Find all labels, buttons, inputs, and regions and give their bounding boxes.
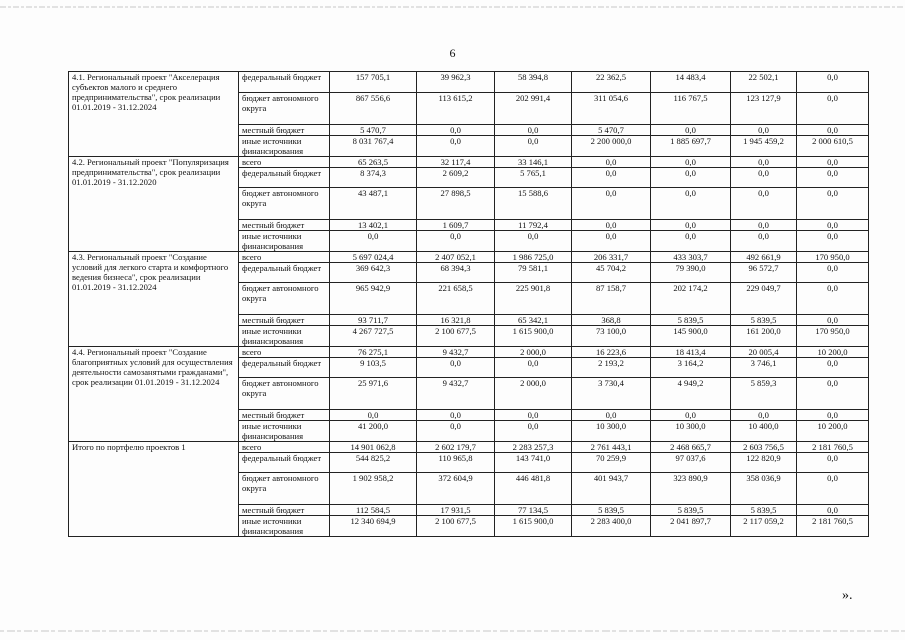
- amount-cell: 170 950,0: [797, 252, 869, 263]
- page-number: 6: [449, 46, 456, 60]
- amount-cell: 2 603 756,5: [731, 442, 797, 453]
- funding-source-cell: бюджет автономного округа: [239, 188, 330, 220]
- amount-cell: 39 962,3: [417, 72, 495, 93]
- funding-source-cell: местный бюджет: [239, 315, 330, 326]
- amount-cell: 0,0: [651, 220, 731, 231]
- amount-cell: 2 407 052,1: [417, 252, 495, 263]
- amount-cell: 0,0: [417, 421, 495, 442]
- amount-cell: 0,0: [651, 231, 731, 252]
- amount-cell: 965 942,9: [330, 283, 417, 315]
- funding-source-cell: иные источники финансирования: [239, 231, 330, 252]
- amount-cell: 202 991,4: [495, 93, 572, 125]
- amount-cell: 0,0: [797, 220, 869, 231]
- amount-cell: 79 390,0: [651, 263, 731, 283]
- funding-source-cell: всего: [239, 252, 330, 263]
- amount-cell: 0,0: [651, 168, 731, 188]
- amount-cell: 10 300,0: [651, 421, 731, 442]
- amount-cell: 2 181 760,5: [797, 442, 869, 453]
- amount-cell: 5 470,7: [330, 125, 417, 136]
- amount-cell: 1 885 697,7: [651, 136, 731, 157]
- amount-cell: 0,0: [572, 168, 651, 188]
- amount-cell: 5 839,5: [651, 505, 731, 516]
- funding-source-cell: местный бюджет: [239, 505, 330, 516]
- amount-cell: 9 432,7: [417, 378, 495, 410]
- funding-source-cell: местный бюджет: [239, 410, 330, 421]
- amount-cell: 5 470,7: [572, 125, 651, 136]
- amount-cell: 4 267 727,5: [330, 326, 417, 347]
- amount-cell: 16 223,6: [572, 347, 651, 358]
- amount-cell: 0,0: [797, 378, 869, 410]
- funding-source-cell: иные источники финансирования: [239, 421, 330, 442]
- table-row: [69, 442, 869, 453]
- amount-cell: 2 000,0: [495, 347, 572, 358]
- amount-cell: 0,0: [651, 125, 731, 136]
- amount-cell: 65 342,1: [495, 315, 572, 326]
- amount-cell: 32 117,4: [417, 157, 495, 168]
- funding-source-cell: бюджет автономного округа: [239, 378, 330, 410]
- amount-cell: 0,0: [797, 410, 869, 421]
- amount-cell: 401 943,7: [572, 473, 651, 505]
- funding-source-cell: всего: [239, 157, 330, 168]
- amount-cell: 311 054,6: [572, 93, 651, 125]
- amount-cell: 0,0: [495, 421, 572, 442]
- amount-cell: 0,0: [731, 168, 797, 188]
- funding-source-cell: федеральный бюджет: [239, 358, 330, 378]
- funding-source-cell: местный бюджет: [239, 220, 330, 231]
- amount-cell: 93 711,7: [330, 315, 417, 326]
- amount-cell: 2 761 443,1: [572, 442, 651, 453]
- amount-cell: 2 181 760,5: [797, 516, 869, 537]
- amount-cell: 0,0: [330, 410, 417, 421]
- amount-cell: 0,0: [495, 231, 572, 252]
- amount-cell: 157 705,1: [330, 72, 417, 93]
- amount-cell: 161 200,0: [731, 326, 797, 347]
- scan-edge-bottom: [0, 630, 905, 633]
- amount-cell: 2 200 000,0: [572, 136, 651, 157]
- amount-cell: 8 031 767,4: [330, 136, 417, 157]
- amount-cell: 1 945 459,2: [731, 136, 797, 157]
- amount-cell: 1 986 725,0: [495, 252, 572, 263]
- project-name-cell: 4.1. Региональный проект "Акселерация субъектов малого и среднего предпринимательства", срок реализации 01.01.2019 - 31.12.2024: [69, 72, 239, 157]
- amount-cell: 0,0: [797, 505, 869, 516]
- amount-cell: 41 200,0: [330, 421, 417, 442]
- amount-cell: 0,0: [731, 231, 797, 252]
- amount-cell: 221 658,5: [417, 283, 495, 315]
- amount-cell: 5 839,5: [572, 505, 651, 516]
- amount-cell: 0,0: [495, 410, 572, 421]
- amount-cell: 25 971,6: [330, 378, 417, 410]
- amount-cell: 0,0: [651, 188, 731, 220]
- amount-cell: 433 303,7: [651, 252, 731, 263]
- amount-cell: 0,0: [417, 358, 495, 378]
- amount-cell: 170 950,0: [797, 326, 869, 347]
- amount-cell: 0,0: [495, 125, 572, 136]
- amount-cell: 14 901 062,8: [330, 442, 417, 453]
- amount-cell: 0,0: [417, 410, 495, 421]
- amount-cell: 0,0: [731, 220, 797, 231]
- amount-cell: 2 283 400,0: [572, 516, 651, 537]
- table-row: [69, 252, 869, 263]
- amount-cell: 0,0: [797, 72, 869, 93]
- amount-cell: 0,0: [797, 168, 869, 188]
- table-row: [69, 72, 869, 93]
- amount-cell: 3 164,2: [651, 358, 731, 378]
- amount-cell: 0,0: [572, 220, 651, 231]
- amount-cell: 0,0: [731, 125, 797, 136]
- amount-cell: 18 413,4: [651, 347, 731, 358]
- amount-cell: 372 604,9: [417, 473, 495, 505]
- amount-cell: 10 200,0: [797, 347, 869, 358]
- amount-cell: 2 100 677,5: [417, 516, 495, 537]
- amount-cell: 0,0: [651, 157, 731, 168]
- amount-cell: 2 193,2: [572, 358, 651, 378]
- amount-cell: 14 483,4: [651, 72, 731, 93]
- amount-cell: 0,0: [797, 358, 869, 378]
- funding-table: [68, 71, 869, 537]
- amount-cell: 9 103,5: [330, 358, 417, 378]
- amount-cell: 76 275,1: [330, 347, 417, 358]
- amount-cell: 446 481,8: [495, 473, 572, 505]
- amount-cell: 369 642,3: [330, 263, 417, 283]
- amount-cell: 116 767,5: [651, 93, 731, 125]
- amount-cell: 0,0: [797, 125, 869, 136]
- amount-cell: 1 902 958,2: [330, 473, 417, 505]
- amount-cell: 2 117 059,2: [731, 516, 797, 537]
- amount-cell: 323 890,9: [651, 473, 731, 505]
- amount-cell: 11 792,4: [495, 220, 572, 231]
- funding-source-cell: бюджет автономного округа: [239, 283, 330, 315]
- amount-cell: 229 049,7: [731, 283, 797, 315]
- amount-cell: 1 615 900,0: [495, 326, 572, 347]
- amount-cell: 5 839,5: [731, 315, 797, 326]
- amount-cell: 96 572,7: [731, 263, 797, 283]
- amount-cell: 0,0: [417, 136, 495, 157]
- amount-cell: 16 321,8: [417, 315, 495, 326]
- project-name-cell: 4.4. Региональный проект "Создание благоприятных условий для осуществления деятельности самозанятыми гражданами", срок реализации 01.01.2019 - 31.12.2024: [69, 347, 239, 442]
- amount-cell: 0,0: [797, 453, 869, 473]
- funding-source-cell: местный бюджет: [239, 125, 330, 136]
- amount-cell: 15 588,6: [495, 188, 572, 220]
- amount-cell: 43 487,1: [330, 188, 417, 220]
- amount-cell: 0,0: [797, 283, 869, 315]
- table-row: [69, 157, 869, 168]
- amount-cell: 68 394,3: [417, 263, 495, 283]
- amount-cell: 0,0: [797, 231, 869, 252]
- amount-cell: 2 100 677,5: [417, 326, 495, 347]
- amount-cell: 0,0: [797, 315, 869, 326]
- funding-source-cell: бюджет автономного округа: [239, 93, 330, 125]
- amount-cell: 867 556,6: [330, 93, 417, 125]
- funding-source-cell: иные источники финансирования: [239, 326, 330, 347]
- amount-cell: 0,0: [572, 188, 651, 220]
- amount-cell: 1 609,7: [417, 220, 495, 231]
- amount-cell: 22 502,1: [731, 72, 797, 93]
- amount-cell: 544 825,2: [330, 453, 417, 473]
- project-name-cell: 4.2. Региональный проект "Популяризация предпринимательства", срок реализации 01.01.2019 - 31.12.2020: [69, 157, 239, 252]
- amount-cell: 123 127,9: [731, 93, 797, 125]
- amount-cell: 1 615 900,0: [495, 516, 572, 537]
- amount-cell: 122 820,9: [731, 453, 797, 473]
- amount-cell: 2 468 665,7: [651, 442, 731, 453]
- amount-cell: 5 839,5: [651, 315, 731, 326]
- amount-cell: 225 901,8: [495, 283, 572, 315]
- amount-cell: 0,0: [572, 231, 651, 252]
- amount-cell: 5 765,1: [495, 168, 572, 188]
- amount-cell: 2 000,0: [495, 378, 572, 410]
- amount-cell: 0,0: [417, 125, 495, 136]
- amount-cell: 0,0: [495, 136, 572, 157]
- amount-cell: 70 259,9: [572, 453, 651, 473]
- amount-cell: 0,0: [330, 231, 417, 252]
- project-name-cell: Итого по портфелю проектов 1: [69, 442, 239, 537]
- amount-cell: 2 000 610,5: [797, 136, 869, 157]
- amount-cell: 0,0: [797, 263, 869, 283]
- amount-cell: 0,0: [417, 231, 495, 252]
- amount-cell: 145 900,0: [651, 326, 731, 347]
- amount-cell: 0,0: [797, 188, 869, 220]
- amount-cell: 2 041 897,7: [651, 516, 731, 537]
- amount-cell: 206 331,7: [572, 252, 651, 263]
- amount-cell: 110 965,8: [417, 453, 495, 473]
- amount-cell: 0,0: [797, 157, 869, 168]
- amount-cell: 3 746,1: [731, 358, 797, 378]
- amount-cell: 143 741,0: [495, 453, 572, 473]
- funding-source-cell: иные источники финансирования: [239, 516, 330, 537]
- amount-cell: 5 859,3: [731, 378, 797, 410]
- amount-cell: 0,0: [731, 188, 797, 220]
- funding-source-cell: федеральный бюджет: [239, 72, 330, 93]
- funding-source-cell: федеральный бюджет: [239, 168, 330, 188]
- amount-cell: 2 609,2: [417, 168, 495, 188]
- amount-cell: 8 374,3: [330, 168, 417, 188]
- amount-cell: 358 036,9: [731, 473, 797, 505]
- project-name-cell: 4.3. Региональный проект "Создание условий для легкого старта и комфортного ведения бизнеса", срок реализации 01.01.2019 - 31.12.2024: [69, 252, 239, 347]
- amount-cell: 10 300,0: [572, 421, 651, 442]
- amount-cell: 3 730,4: [572, 378, 651, 410]
- amount-cell: 10 400,0: [731, 421, 797, 442]
- funding-source-cell: всего: [239, 347, 330, 358]
- funding-source-cell: федеральный бюджет: [239, 263, 330, 283]
- amount-cell: 10 200,0: [797, 421, 869, 442]
- amount-cell: 58 394,8: [495, 72, 572, 93]
- amount-cell: 9 432,7: [417, 347, 495, 358]
- amount-cell: 368,8: [572, 315, 651, 326]
- amount-cell: 79 581,1: [495, 263, 572, 283]
- amount-cell: 73 100,0: [572, 326, 651, 347]
- amount-cell: 113 615,2: [417, 93, 495, 125]
- amount-cell: 97 037,6: [651, 453, 731, 473]
- funding-source-cell: иные источники финансирования: [239, 136, 330, 157]
- amount-cell: 65 263,5: [330, 157, 417, 168]
- amount-cell: 0,0: [731, 157, 797, 168]
- amount-cell: 27 898,5: [417, 188, 495, 220]
- amount-cell: 5 697 024,4: [330, 252, 417, 263]
- closing-quote-mark: ».: [842, 588, 853, 603]
- amount-cell: 4 949,2: [651, 378, 731, 410]
- amount-cell: 5 839,5: [731, 505, 797, 516]
- amount-cell: 492 661,9: [731, 252, 797, 263]
- scan-edge-top: [0, 6, 905, 9]
- amount-cell: 87 158,7: [572, 283, 651, 315]
- funding-source-cell: федеральный бюджет: [239, 453, 330, 473]
- amount-cell: 0,0: [731, 410, 797, 421]
- amount-cell: 22 362,5: [572, 72, 651, 93]
- amount-cell: 13 402,1: [330, 220, 417, 231]
- amount-cell: 77 134,5: [495, 505, 572, 516]
- funding-source-cell: всего: [239, 442, 330, 453]
- amount-cell: 202 174,2: [651, 283, 731, 315]
- table-row: [69, 347, 869, 358]
- amount-cell: 0,0: [495, 358, 572, 378]
- amount-cell: 0,0: [797, 473, 869, 505]
- amount-cell: 20 005,4: [731, 347, 797, 358]
- funding-source-cell: бюджет автономного округа: [239, 473, 330, 505]
- amount-cell: 33 146,1: [495, 157, 572, 168]
- amount-cell: 2 602 179,7: [417, 442, 495, 453]
- amount-cell: 0,0: [797, 93, 869, 125]
- amount-cell: 45 704,2: [572, 263, 651, 283]
- amount-cell: 0,0: [651, 410, 731, 421]
- amount-cell: 12 340 694,9: [330, 516, 417, 537]
- amount-cell: 112 584,5: [330, 505, 417, 516]
- amount-cell: 0,0: [572, 157, 651, 168]
- amount-cell: 17 931,5: [417, 505, 495, 516]
- amount-cell: 2 283 257,3: [495, 442, 572, 453]
- amount-cell: 0,0: [572, 410, 651, 421]
